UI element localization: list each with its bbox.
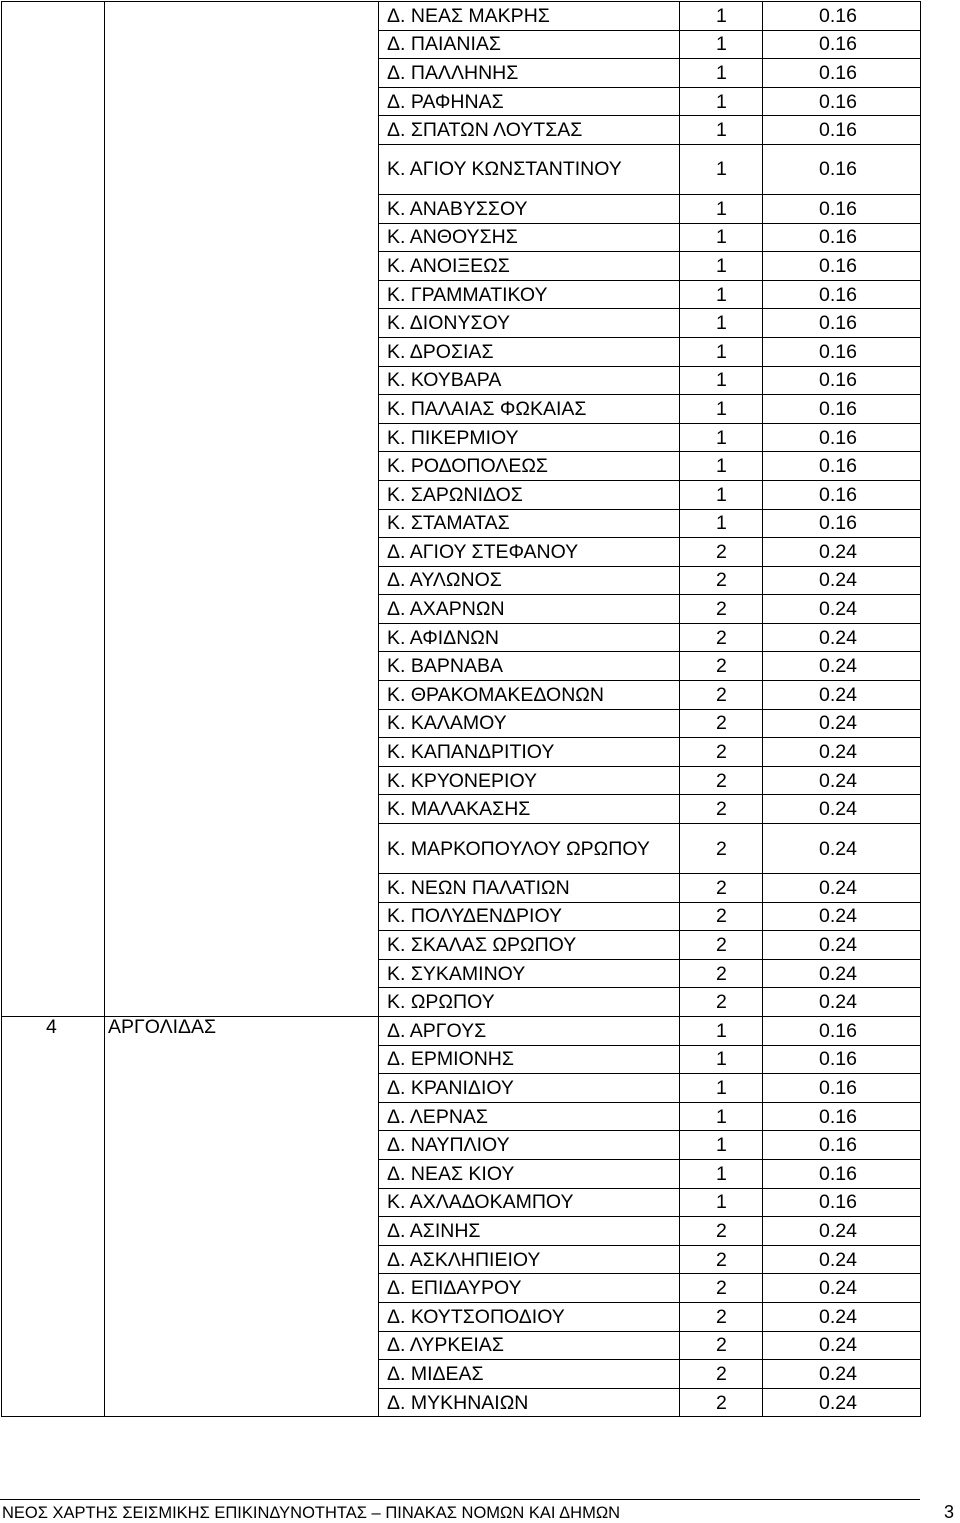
- table-row: [2, 1074, 921, 1103]
- table-row: [2, 738, 921, 767]
- seismic-zone-cell: 2: [680, 959, 763, 988]
- prefecture-number-cell: [2, 395, 105, 424]
- prefecture-name-cell: [105, 509, 379, 538]
- prefecture-name-cell: [105, 2, 379, 31]
- prefecture-name-cell: [105, 824, 379, 874]
- prefecture-number-cell: [2, 1274, 105, 1303]
- table-row: [2, 1131, 921, 1160]
- prefecture-name-cell: [105, 988, 379, 1017]
- prefecture-number-cell: [2, 874, 105, 903]
- prefecture-name-cell: [105, 931, 379, 960]
- prefecture-number-cell: [2, 795, 105, 824]
- prefecture-number-cell: [2, 509, 105, 538]
- table-row: [2, 1217, 921, 1246]
- table-row: [2, 366, 921, 395]
- municipality-cell: Δ. ΕΠΙΔΑΥΡΟΥ: [379, 1274, 680, 1303]
- prefecture-name-cell: [105, 959, 379, 988]
- table-row: [2, 144, 921, 194]
- prefecture-name-cell: [105, 30, 379, 59]
- table-row: [2, 538, 921, 567]
- seismic-zone-cell: 1: [680, 1131, 763, 1160]
- prefecture-name-cell: [105, 681, 379, 710]
- ground-acceleration-cell: 0.24: [763, 795, 921, 824]
- prefecture-name-cell: [105, 566, 379, 595]
- prefecture-name-cell: [105, 423, 379, 452]
- ground-acceleration-cell: 0.24: [763, 566, 921, 595]
- table-row: [2, 959, 921, 988]
- municipality-cell: Κ. ΩΡΩΠΟΥ: [379, 988, 680, 1017]
- prefecture-number-cell: [2, 709, 105, 738]
- prefecture-name-cell: [105, 1274, 379, 1303]
- ground-acceleration-cell: 0.16: [763, 509, 921, 538]
- seismic-zone-cell: 1: [680, 1188, 763, 1217]
- prefecture-number-cell: [2, 1245, 105, 1274]
- table-row: [2, 1159, 921, 1188]
- seismic-zone-cell: 2: [680, 931, 763, 960]
- prefecture-number-cell: [2, 824, 105, 874]
- seismic-zone-cell: 2: [680, 824, 763, 874]
- table-row: [2, 766, 921, 795]
- municipality-cell: Κ. ΜΑΡΚΟΠΟΥΛΟΥ ΩΡΩΠΟΥ: [379, 824, 680, 874]
- seismic-zone-cell: 2: [680, 1245, 763, 1274]
- ground-acceleration-cell: 0.16: [763, 423, 921, 452]
- municipality-cell: Δ. ΑΓΙΟΥ ΣΤΕΦΑΝΟΥ: [379, 538, 680, 567]
- seismic-zone-cell: 1: [680, 30, 763, 59]
- ground-acceleration-cell: 0.24: [763, 1217, 921, 1246]
- prefecture-name-cell: [105, 766, 379, 795]
- seismic-zone-cell: 1: [680, 366, 763, 395]
- seismic-zone-cell: 1: [680, 452, 763, 481]
- prefecture-number-cell: [2, 223, 105, 252]
- municipality-cell: Δ. ΕΡΜΙΟΝΗΣ: [379, 1045, 680, 1074]
- ground-acceleration-cell: 0.16: [763, 30, 921, 59]
- ground-acceleration-cell: 0.16: [763, 1131, 921, 1160]
- prefecture-number-cell: [2, 902, 105, 931]
- ground-acceleration-cell: 0.16: [763, 116, 921, 145]
- municipality-cell: Κ. ΑΝΑΒΥΣΣΟΥ: [379, 194, 680, 223]
- prefecture-name-cell: [105, 395, 379, 424]
- municipality-cell: Δ. ΚΟΥΤΣΟΠΟΔΙΟΥ: [379, 1302, 680, 1331]
- prefecture-name-cell: [105, 623, 379, 652]
- table-row: [2, 30, 921, 59]
- prefecture-name-cell: [105, 709, 379, 738]
- prefecture-number-cell: [2, 59, 105, 88]
- prefecture-number-cell: [2, 959, 105, 988]
- municipality-cell: Δ. ΑΣΚΛΗΠΙΕΙΟΥ: [379, 1245, 680, 1274]
- ground-acceleration-cell: 0.24: [763, 1360, 921, 1389]
- prefecture-number-cell: [2, 1388, 105, 1417]
- seismic-zone-cell: 1: [680, 116, 763, 145]
- prefecture-number-cell: [2, 538, 105, 567]
- prefecture-number-cell: [2, 1217, 105, 1246]
- table-row: [2, 280, 921, 309]
- prefecture-name-cell: [105, 1360, 379, 1389]
- seismic-zone-cell: 1: [680, 223, 763, 252]
- ground-acceleration-cell: 0.16: [763, 194, 921, 223]
- ground-acceleration-cell: 0.24: [763, 738, 921, 767]
- prefecture-number-cell: [2, 1045, 105, 1074]
- table-row: [2, 1188, 921, 1217]
- seismic-zone-cell: 1: [680, 144, 763, 194]
- prefecture-name-cell: [105, 595, 379, 624]
- municipality-cell: Κ. ΔΡΟΣΙΑΣ: [379, 337, 680, 366]
- table-row: [2, 1274, 921, 1303]
- prefecture-name-cell: [105, 337, 379, 366]
- seismic-zone-cell: 1: [680, 337, 763, 366]
- prefecture-name-cell: [105, 1217, 379, 1246]
- prefecture-number-cell: [2, 1331, 105, 1360]
- table-row: [2, 87, 921, 116]
- prefecture-number-cell: [2, 1131, 105, 1160]
- table-row: [2, 337, 921, 366]
- prefecture-number-cell: [2, 144, 105, 194]
- table-row: [2, 1360, 921, 1389]
- prefecture-name-cell: [105, 1388, 379, 1417]
- prefecture-name-cell: [105, 59, 379, 88]
- seismic-zone-cell: 1: [680, 2, 763, 31]
- municipality-cell: Κ. ΚΑΛΑΜΟΥ: [379, 709, 680, 738]
- ground-acceleration-cell: 0.24: [763, 1331, 921, 1360]
- ground-acceleration-cell: 0.24: [763, 931, 921, 960]
- prefecture-number-cell: [2, 309, 105, 338]
- municipality-cell: Κ. ΠΙΚΕΡΜΙΟΥ: [379, 423, 680, 452]
- municipality-cell: Κ. ΘΡΑΚΟΜΑΚΕΔΟΝΩΝ: [379, 681, 680, 710]
- municipality-cell: Κ. ΑΝΟΙΞΕΩΣ: [379, 252, 680, 281]
- prefecture-name-cell: [105, 87, 379, 116]
- municipality-cell: Δ. ΝΕΑΣ ΜΑΚΡΗΣ: [379, 2, 680, 31]
- municipality-cell: Δ. ΑΣΙΝΗΣ: [379, 1217, 680, 1246]
- ground-acceleration-cell: 0.16: [763, 87, 921, 116]
- prefecture-number-cell: [2, 452, 105, 481]
- prefecture-name-cell: [105, 795, 379, 824]
- ground-acceleration-cell: 0.16: [763, 280, 921, 309]
- ground-acceleration-cell: 0.16: [763, 1159, 921, 1188]
- ground-acceleration-cell: 0.16: [763, 252, 921, 281]
- municipality-cell: Κ. ΣΚΑΛΑΣ ΩΡΩΠΟΥ: [379, 931, 680, 960]
- ground-acceleration-cell: 0.24: [763, 766, 921, 795]
- table-row: [2, 116, 921, 145]
- prefecture-name-cell: [105, 223, 379, 252]
- municipality-cell: Δ. ΚΡΑΝΙΔΙΟΥ: [379, 1074, 680, 1103]
- municipality-cell: Κ. ΑΝΘΟΥΣΗΣ: [379, 223, 680, 252]
- seismic-zone-cell: 2: [680, 1360, 763, 1389]
- seismic-zone-cell: 2: [680, 1331, 763, 1360]
- seismic-zone-cell: 2: [680, 902, 763, 931]
- prefecture-name-cell: [105, 144, 379, 194]
- seismic-zone-cell: 1: [680, 480, 763, 509]
- seismic-zone-cell: 2: [680, 681, 763, 710]
- table-row: [2, 452, 921, 481]
- prefecture-number-cell: [2, 337, 105, 366]
- table-row: [2, 681, 921, 710]
- prefecture-number-cell: [2, 988, 105, 1017]
- table-row: [2, 824, 921, 874]
- prefecture-number-cell: [2, 2, 105, 31]
- municipality-cell: Δ. ΡΑΦΗΝΑΣ: [379, 87, 680, 116]
- ground-acceleration-cell: 0.24: [763, 902, 921, 931]
- table-row: [2, 1388, 921, 1417]
- prefecture-name-cell: [105, 252, 379, 281]
- prefecture-name-cell: [105, 1331, 379, 1360]
- municipality-cell: Δ. ΠΑΙΑΝΙΑΣ: [379, 30, 680, 59]
- table-row: [2, 1245, 921, 1274]
- municipality-cell: Κ. ΚΟΥΒΑΡΑ: [379, 366, 680, 395]
- municipality-cell: Δ. ΑΥΛΩΝΟΣ: [379, 566, 680, 595]
- prefecture-name-cell: [105, 1159, 379, 1188]
- seismic-zone-table: [1, 1, 921, 1417]
- table-row: [2, 194, 921, 223]
- municipality-cell: Κ. ΚΑΠΑΝΔΡΙΤΙΟΥ: [379, 738, 680, 767]
- ground-acceleration-cell: 0.24: [763, 538, 921, 567]
- municipality-cell: Δ. ΣΠΑΤΩΝ ΛΟΥΤΣΑΣ: [379, 116, 680, 145]
- municipality-cell: Δ. ΛΕΡΝΑΣ: [379, 1102, 680, 1131]
- prefecture-name-cell: [105, 194, 379, 223]
- ground-acceleration-cell: 0.16: [763, 309, 921, 338]
- ground-acceleration-cell: 0.24: [763, 959, 921, 988]
- prefecture-number-cell: [2, 681, 105, 710]
- seismic-zone-cell: 2: [680, 566, 763, 595]
- table-row: [2, 595, 921, 624]
- prefecture-number-cell: [2, 623, 105, 652]
- seismic-zone-cell: 1: [680, 1045, 763, 1074]
- municipality-cell: Κ. ΒΑΡΝΑΒΑ: [379, 652, 680, 681]
- prefecture-number-cell: [2, 1074, 105, 1103]
- ground-acceleration-cell: 0.16: [763, 1102, 921, 1131]
- seismic-zone-cell: 1: [680, 59, 763, 88]
- municipality-cell: Δ. ΛΥΡΚΕΙΑΣ: [379, 1331, 680, 1360]
- prefecture-name-cell: [105, 1102, 379, 1131]
- table-row: [2, 480, 921, 509]
- ground-acceleration-cell: 0.16: [763, 2, 921, 31]
- ground-acceleration-cell: 0.24: [763, 595, 921, 624]
- table-row: [2, 1102, 921, 1131]
- municipality-cell: Κ. ΣΥΚΑΜΙΝΟΥ: [379, 959, 680, 988]
- ground-acceleration-cell: 0.16: [763, 223, 921, 252]
- municipality-cell: Δ. ΜΥΚΗΝΑΙΩΝ: [379, 1388, 680, 1417]
- ground-acceleration-cell: 0.24: [763, 1245, 921, 1274]
- municipality-cell: Κ. ΡΟΔΟΠΟΛΕΩΣ: [379, 452, 680, 481]
- prefecture-name-cell: [105, 652, 379, 681]
- ground-acceleration-cell: 0.16: [763, 337, 921, 366]
- ground-acceleration-cell: 0.24: [763, 874, 921, 903]
- seismic-zone-cell: 2: [680, 874, 763, 903]
- table-row: [2, 223, 921, 252]
- ground-acceleration-cell: 0.16: [763, 1074, 921, 1103]
- table-body: [2, 2, 921, 1417]
- seismic-zone-cell: 2: [680, 795, 763, 824]
- prefecture-name-cell: [105, 1302, 379, 1331]
- ground-acceleration-cell: 0.24: [763, 988, 921, 1017]
- prefecture-number-cell: [2, 423, 105, 452]
- ground-acceleration-cell: 0.24: [763, 681, 921, 710]
- seismic-zone-cell: 2: [680, 709, 763, 738]
- ground-acceleration-cell: 0.16: [763, 395, 921, 424]
- table-row: [2, 1045, 921, 1074]
- prefecture-number-cell: [2, 1188, 105, 1217]
- ground-acceleration-cell: 0.24: [763, 1388, 921, 1417]
- table-row: [2, 2, 921, 31]
- table-row: [2, 509, 921, 538]
- seismic-zone-cell: 1: [680, 1074, 763, 1103]
- table-row: [2, 874, 921, 903]
- ground-acceleration-cell: 0.24: [763, 824, 921, 874]
- seismic-zone-cell: 2: [680, 766, 763, 795]
- municipality-cell: Δ. ΑΧΑΡΝΩΝ: [379, 595, 680, 624]
- municipality-cell: Κ. ΣΑΡΩΝΙΔΟΣ: [379, 480, 680, 509]
- municipality-cell: Κ. ΑΦΙΔΝΩΝ: [379, 623, 680, 652]
- prefecture-name-cell: [105, 1074, 379, 1103]
- table-row: [2, 1017, 921, 1046]
- prefecture-number-cell: [2, 1360, 105, 1389]
- municipality-cell: Κ. ΓΡΑΜΜΑΤΙΚΟΥ: [379, 280, 680, 309]
- footer-title: ΝΕΟΣ ΧΑΡΤΗΣ ΣΕΙΣΜΙΚΗΣ ΕΠΙΚΙΝΔΥΝΟΤΗΤΑΣ – ΠΙΝΑΚΑΣ ΝΟΜΩΝ ΚΑΙ ΔΗΜΩΝ: [2, 1504, 621, 1522]
- table-row: [2, 623, 921, 652]
- table-row: [2, 395, 921, 424]
- table-row: [2, 423, 921, 452]
- seismic-zone-cell: 1: [680, 395, 763, 424]
- prefecture-number-cell: [2, 766, 105, 795]
- seismic-zone-cell: 2: [680, 1388, 763, 1417]
- seismic-zone-cell: 1: [680, 423, 763, 452]
- prefecture-number-cell: [2, 652, 105, 681]
- seismic-zone-cell: 2: [680, 1274, 763, 1303]
- municipality-cell: Δ. ΝΕΑΣ ΚΙΟΥ: [379, 1159, 680, 1188]
- municipality-cell: Κ. ΜΑΛΑΚΑΣΗΣ: [379, 795, 680, 824]
- municipality-cell: Κ. ΚΡΥΟΝΕΡΙΟΥ: [379, 766, 680, 795]
- prefecture-number-cell: [2, 1102, 105, 1131]
- seismic-zone-cell: 2: [680, 595, 763, 624]
- seismic-zone-cell: 1: [680, 309, 763, 338]
- municipality-cell: Κ. ΑΓΙΟΥ ΚΩΝΣΤΑΝΤΙΝΟΥ: [379, 144, 680, 194]
- prefecture-number-cell: [2, 931, 105, 960]
- ground-acceleration-cell: 0.24: [763, 1302, 921, 1331]
- page-number: 3: [943, 1502, 954, 1522]
- municipality-cell: Δ. ΝΑΥΠΛΙΟΥ: [379, 1131, 680, 1160]
- prefecture-number-cell: [2, 194, 105, 223]
- prefecture-number-cell: [2, 366, 105, 395]
- seismic-zone-cell: 1: [680, 194, 763, 223]
- prefecture-name-cell: [105, 280, 379, 309]
- table-row: [2, 59, 921, 88]
- seismic-zone-cell: 1: [680, 87, 763, 116]
- table-row: [2, 795, 921, 824]
- ground-acceleration-cell: 0.16: [763, 59, 921, 88]
- prefecture-name-cell: [105, 480, 379, 509]
- seismic-zone-cell: 1: [680, 280, 763, 309]
- prefecture-number-cell: [2, 280, 105, 309]
- municipality-cell: Δ. ΜΙΔΕΑΣ: [379, 1360, 680, 1389]
- seismic-zone-cell: 1: [680, 252, 763, 281]
- ground-acceleration-cell: 0.24: [763, 623, 921, 652]
- ground-acceleration-cell: 0.16: [763, 1045, 921, 1074]
- municipality-cell: Κ. ΝΕΩΝ ΠΑΛΑΤΙΩΝ: [379, 874, 680, 903]
- seismic-zone-cell: 2: [680, 623, 763, 652]
- footer-divider: [0, 1499, 920, 1500]
- ground-acceleration-cell: 0.16: [763, 144, 921, 194]
- prefecture-name-cell: [105, 116, 379, 145]
- seismic-zone-cell: 1: [680, 509, 763, 538]
- table-row: [2, 902, 921, 931]
- prefecture-name-cell: [105, 1131, 379, 1160]
- table-row: [2, 709, 921, 738]
- table-row: [2, 988, 921, 1017]
- prefecture-name-cell: [105, 738, 379, 767]
- seismic-zone-cell: 2: [680, 738, 763, 767]
- municipality-cell: Κ. ΔΙΟΝΥΣΟΥ: [379, 309, 680, 338]
- prefecture-number-cell: [2, 1302, 105, 1331]
- prefecture-number-cell: [2, 480, 105, 509]
- seismic-zone-cell: 2: [680, 538, 763, 567]
- prefecture-name-cell: ΑΡΓΟΛΙΔΑΣ: [105, 1017, 379, 1046]
- prefecture-number-cell: [2, 30, 105, 59]
- prefecture-name-cell: [105, 1045, 379, 1074]
- prefecture-name-cell: [105, 1245, 379, 1274]
- prefecture-name-cell: [105, 538, 379, 567]
- municipality-cell: Δ. ΑΡΓΟΥΣ: [379, 1017, 680, 1046]
- prefecture-number-cell: [2, 116, 105, 145]
- prefecture-number-cell: 4: [2, 1017, 105, 1046]
- ground-acceleration-cell: 0.16: [763, 452, 921, 481]
- prefecture-name-cell: [105, 452, 379, 481]
- ground-acceleration-cell: 0.24: [763, 652, 921, 681]
- prefecture-number-cell: [2, 566, 105, 595]
- table-row: [2, 1302, 921, 1331]
- table-row: [2, 252, 921, 281]
- seismic-zone-cell: 2: [680, 1217, 763, 1246]
- ground-acceleration-cell: 0.16: [763, 1017, 921, 1046]
- prefecture-name-cell: [105, 309, 379, 338]
- seismic-zone-cell: 1: [680, 1017, 763, 1046]
- prefecture-name-cell: [105, 1188, 379, 1217]
- table-row: [2, 652, 921, 681]
- prefecture-number-cell: [2, 1159, 105, 1188]
- seismic-zone-cell: 2: [680, 1302, 763, 1331]
- ground-acceleration-cell: 0.24: [763, 709, 921, 738]
- municipality-cell: Κ. ΣΤΑΜΑΤΑΣ: [379, 509, 680, 538]
- prefecture-number-cell: [2, 87, 105, 116]
- seismic-zone-cell: 1: [680, 1159, 763, 1188]
- prefecture-name-cell: [105, 902, 379, 931]
- seismic-zone-cell: 2: [680, 652, 763, 681]
- prefecture-number-cell: [2, 738, 105, 767]
- table-row: [2, 566, 921, 595]
- ground-acceleration-cell: 0.16: [763, 366, 921, 395]
- ground-acceleration-cell: 0.16: [763, 480, 921, 509]
- seismic-zone-cell: 1: [680, 1102, 763, 1131]
- prefecture-number-cell: [2, 595, 105, 624]
- table-row: [2, 309, 921, 338]
- table-row: [2, 1331, 921, 1360]
- municipality-cell: Κ. ΠΟΛΥΔΕΝΔΡΙΟΥ: [379, 902, 680, 931]
- prefecture-name-cell: [105, 366, 379, 395]
- table-row: [2, 931, 921, 960]
- prefecture-number-cell: [2, 252, 105, 281]
- ground-acceleration-cell: 0.24: [763, 1274, 921, 1303]
- municipality-cell: Κ. ΑΧΛΑΔΟΚΑΜΠΟΥ: [379, 1188, 680, 1217]
- municipality-cell: Δ. ΠΑΛΛΗΝΗΣ: [379, 59, 680, 88]
- prefecture-name-cell: [105, 874, 379, 903]
- seismic-zone-cell: 2: [680, 988, 763, 1017]
- municipality-cell: Κ. ΠΑΛΑΙΑΣ ΦΩΚΑΙΑΣ: [379, 395, 680, 424]
- ground-acceleration-cell: 0.16: [763, 1188, 921, 1217]
